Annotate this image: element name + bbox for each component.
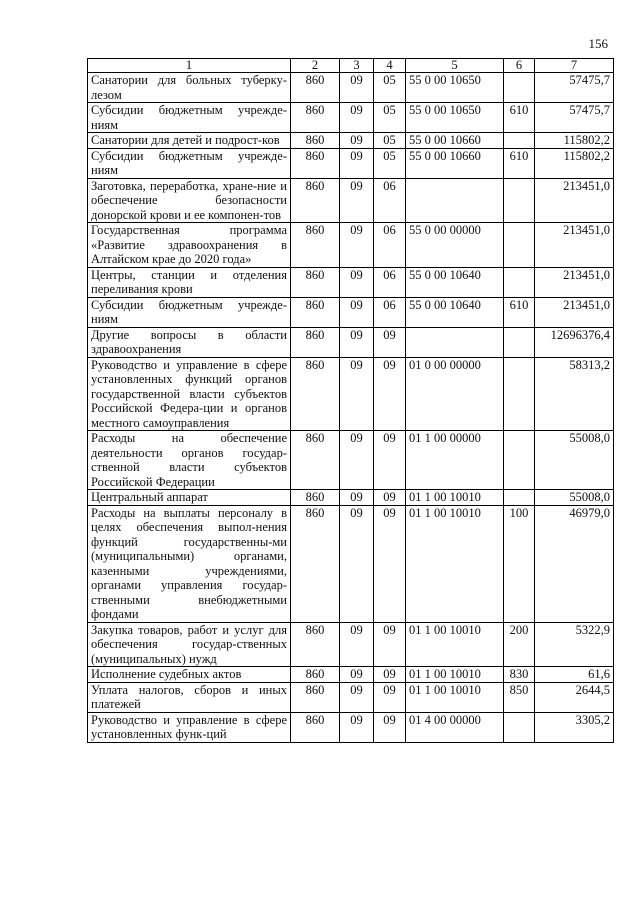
expense-type-code-cell: 100 xyxy=(504,505,535,622)
section-code-cell: 09 xyxy=(340,431,374,490)
amount-cell: 213451,0 xyxy=(535,223,614,268)
department-code-cell: 860 xyxy=(291,431,340,490)
expense-name-cell: Исполнение судебных актов xyxy=(88,667,291,683)
expense-name-cell: Закупка товаров, работ и услуг для обеспечения государ-ственных (муниципальных) нужд xyxy=(88,622,291,667)
table-row xyxy=(88,431,614,490)
target-item-code-cell: 55 0 00 10650 xyxy=(406,103,504,133)
department-code-cell: 860 xyxy=(291,223,340,268)
target-item-code-cell xyxy=(406,327,504,357)
expense-type-code-cell: 610 xyxy=(504,297,535,327)
expense-name-cell: Руководство и управление в сфере установленных функ-ций xyxy=(88,712,291,742)
expense-type-code-cell xyxy=(504,431,535,490)
department-code-cell: 860 xyxy=(291,327,340,357)
expense-name-cell: Расходы на обеспечение деятельности органов государ-ственной власти субъектов Российской Федерации xyxy=(88,431,291,490)
amount-cell: 58313,2 xyxy=(535,357,614,431)
department-code-cell: 860 xyxy=(291,357,340,431)
expense-name-cell: Заготовка, переработка, хране-ние и обеспечение безопасности донорской крови и ее компонен-тов xyxy=(88,178,291,223)
expense-name-cell: Субсидии бюджетным учрежде-ниям xyxy=(88,148,291,178)
department-code-cell: 860 xyxy=(291,682,340,712)
table-row xyxy=(88,73,614,103)
target-item-code-cell: 01 1 00 10010 xyxy=(406,622,504,667)
expense-type-code-cell: 830 xyxy=(504,667,535,683)
expense-type-code-cell xyxy=(504,267,535,297)
amount-cell: 46979,0 xyxy=(535,505,614,622)
subsection-code-cell: 06 xyxy=(374,178,406,223)
section-code-cell: 09 xyxy=(340,622,374,667)
department-code-cell: 860 xyxy=(291,133,340,149)
department-code-cell: 860 xyxy=(291,73,340,103)
amount-cell: 2644,5 xyxy=(535,682,614,712)
target-item-code-cell: 01 1 00 00000 xyxy=(406,431,504,490)
target-item-code-cell: 55 0 00 10640 xyxy=(406,267,504,297)
amount-cell: 57475,7 xyxy=(535,103,614,133)
table-row xyxy=(88,223,614,268)
target-item-code-cell: 01 1 00 10010 xyxy=(406,667,504,683)
department-code-cell: 860 xyxy=(291,712,340,742)
expense-type-code-cell xyxy=(504,133,535,149)
column-header: 2 xyxy=(291,59,340,73)
subsection-code-cell: 06 xyxy=(374,223,406,268)
department-code-cell: 860 xyxy=(291,622,340,667)
section-code-cell: 09 xyxy=(340,327,374,357)
amount-cell: 12696376,4 xyxy=(535,327,614,357)
expense-name-cell: Субсидии бюджетным учрежде-ниям xyxy=(88,297,291,327)
section-code-cell: 09 xyxy=(340,712,374,742)
subsection-code-cell: 06 xyxy=(374,267,406,297)
subsection-code-cell: 05 xyxy=(374,103,406,133)
column-header: 4 xyxy=(374,59,406,73)
table-row xyxy=(88,667,614,683)
expense-name-cell: Санатории для больных туберку-лезом xyxy=(88,73,291,103)
target-item-code-cell: 01 1 00 10010 xyxy=(406,505,504,622)
budget-table xyxy=(87,58,614,743)
section-code-cell: 09 xyxy=(340,133,374,149)
section-code-cell: 09 xyxy=(340,682,374,712)
expense-type-code-cell xyxy=(504,178,535,223)
expense-name-cell: Руководство и управление в сфере установленных функций органов государственной власти субъектов Российской Федера-ции и органов местного самоуправления xyxy=(88,357,291,431)
section-code-cell: 09 xyxy=(340,267,374,297)
column-header: 5 xyxy=(406,59,504,73)
subsection-code-cell: 09 xyxy=(374,357,406,431)
subsection-code-cell: 09 xyxy=(374,327,406,357)
amount-cell: 55008,0 xyxy=(535,490,614,506)
expense-type-code-cell xyxy=(504,357,535,431)
page-number: 156 xyxy=(588,36,608,51)
subsection-code-cell: 09 xyxy=(374,667,406,683)
table-row xyxy=(88,712,614,742)
subsection-code-cell: 06 xyxy=(374,297,406,327)
amount-cell: 61,6 xyxy=(535,667,614,683)
expense-name-cell: Центры, станции и отделения переливания крови xyxy=(88,267,291,297)
table-row xyxy=(88,490,614,506)
amount-cell: 3305,2 xyxy=(535,712,614,742)
section-code-cell: 09 xyxy=(340,73,374,103)
department-code-cell: 860 xyxy=(291,148,340,178)
expense-name-cell: Центральный аппарат xyxy=(88,490,291,506)
target-item-code-cell: 55 0 00 10660 xyxy=(406,133,504,149)
section-code-cell: 09 xyxy=(340,148,374,178)
expense-name-cell: Субсидии бюджетным учрежде-ниям xyxy=(88,103,291,133)
column-header: 7 xyxy=(535,59,614,73)
target-item-code-cell: 01 1 00 10010 xyxy=(406,682,504,712)
section-code-cell: 09 xyxy=(340,357,374,431)
amount-cell: 57475,7 xyxy=(535,73,614,103)
table-row xyxy=(88,133,614,149)
expense-name-cell: Уплата налогов, сборов и иных платежей xyxy=(88,682,291,712)
amount-cell: 115802,2 xyxy=(535,133,614,149)
table-row xyxy=(88,622,614,667)
subsection-code-cell: 05 xyxy=(374,73,406,103)
subsection-code-cell: 09 xyxy=(374,622,406,667)
subsection-code-cell: 05 xyxy=(374,133,406,149)
section-code-cell: 09 xyxy=(340,667,374,683)
expense-name-cell: Санатории для детей и подрост-ков xyxy=(88,133,291,149)
expense-type-code-cell: 850 xyxy=(504,682,535,712)
department-code-cell: 860 xyxy=(291,297,340,327)
column-header: 3 xyxy=(340,59,374,73)
target-item-code-cell: 55 0 00 10640 xyxy=(406,297,504,327)
expense-type-code-cell xyxy=(504,490,535,506)
expense-type-code-cell xyxy=(504,712,535,742)
amount-cell: 213451,0 xyxy=(535,267,614,297)
expense-type-code-cell: 610 xyxy=(504,103,535,133)
department-code-cell: 860 xyxy=(291,267,340,297)
section-code-cell: 09 xyxy=(340,178,374,223)
expense-type-code-cell xyxy=(504,223,535,268)
target-item-code-cell: 01 4 00 00000 xyxy=(406,712,504,742)
target-item-code-cell xyxy=(406,178,504,223)
section-code-cell: 09 xyxy=(340,297,374,327)
table-row xyxy=(88,297,614,327)
amount-cell: 5322,9 xyxy=(535,622,614,667)
table-row xyxy=(88,178,614,223)
department-code-cell: 860 xyxy=(291,178,340,223)
amount-cell: 115802,2 xyxy=(535,148,614,178)
department-code-cell: 860 xyxy=(291,505,340,622)
expense-name-cell: Расходы на выплаты персоналу в целях обеспечения выпол-нения функций государственны-ми (муниципальными) органами, казенными учреждениями, органами управления государ-ственными внебюджетными фондами xyxy=(88,505,291,622)
expense-type-code-cell: 610 xyxy=(504,148,535,178)
subsection-code-cell: 05 xyxy=(374,148,406,178)
target-item-code-cell: 01 1 00 10010 xyxy=(406,490,504,506)
subsection-code-cell: 09 xyxy=(374,712,406,742)
table-row xyxy=(88,103,614,133)
department-code-cell: 860 xyxy=(291,667,340,683)
column-header: 6 xyxy=(504,59,535,73)
subsection-code-cell: 09 xyxy=(374,431,406,490)
target-item-code-cell: 55 0 00 10660 xyxy=(406,148,504,178)
column-header: 1 xyxy=(88,59,291,73)
expense-name-cell: Государственная программа «Развитие здравоохранения в Алтайском крае до 2020 года» xyxy=(88,223,291,268)
department-code-cell: 860 xyxy=(291,490,340,506)
section-code-cell: 09 xyxy=(340,505,374,622)
expense-name-cell: Другие вопросы в области здравоохранения xyxy=(88,327,291,357)
table-row xyxy=(88,357,614,431)
amount-cell: 213451,0 xyxy=(535,297,614,327)
subsection-code-cell: 09 xyxy=(374,682,406,712)
table-row xyxy=(88,327,614,357)
section-code-cell: 09 xyxy=(340,103,374,133)
expense-type-code-cell: 200 xyxy=(504,622,535,667)
target-item-code-cell: 55 0 00 00000 xyxy=(406,223,504,268)
department-code-cell: 860 xyxy=(291,103,340,133)
section-code-cell: 09 xyxy=(340,490,374,506)
target-item-code-cell: 01 0 00 00000 xyxy=(406,357,504,431)
subsection-code-cell: 09 xyxy=(374,505,406,622)
subsection-code-cell: 09 xyxy=(374,490,406,506)
expense-type-code-cell xyxy=(504,327,535,357)
amount-cell: 55008,0 xyxy=(535,431,614,490)
header-row xyxy=(88,59,614,73)
table-row xyxy=(88,682,614,712)
amount-cell: 213451,0 xyxy=(535,178,614,223)
table-row xyxy=(88,267,614,297)
target-item-code-cell: 55 0 00 10650 xyxy=(406,73,504,103)
section-code-cell: 09 xyxy=(340,223,374,268)
table-row xyxy=(88,505,614,622)
table-row xyxy=(88,148,614,178)
expense-type-code-cell xyxy=(504,73,535,103)
